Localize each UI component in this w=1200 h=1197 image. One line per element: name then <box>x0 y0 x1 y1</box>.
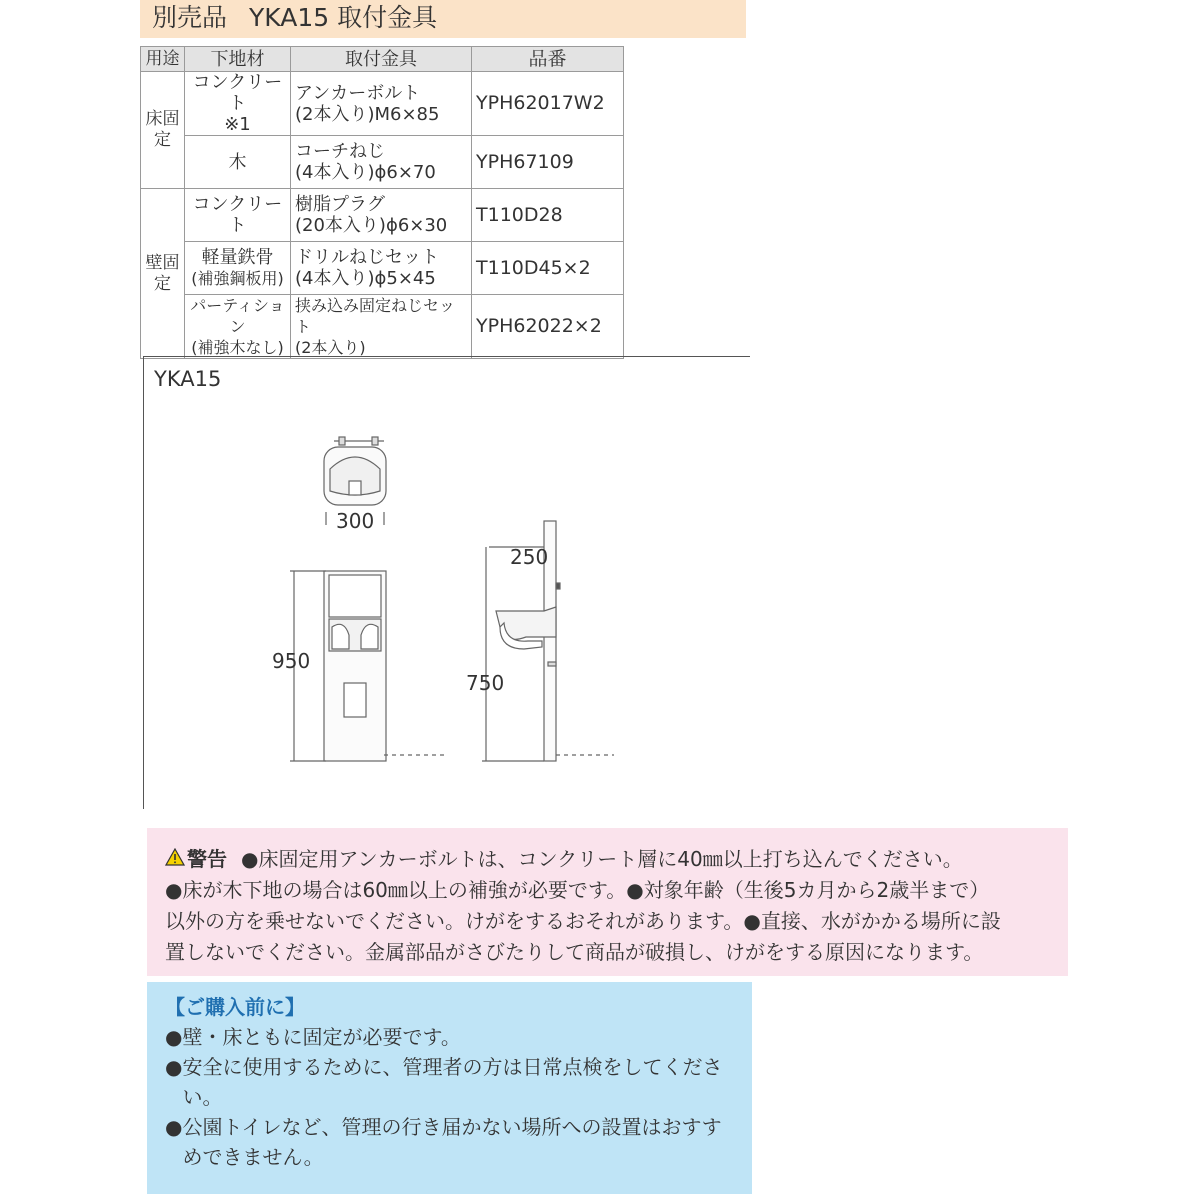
fitting-line1: 挟み込み固定ねじセット <box>295 296 456 336</box>
base-line2: ※1 <box>224 114 251 135</box>
fitting-line1: コーチねじ <box>295 141 385 162</box>
list-item <box>165 1052 736 1112</box>
fitting-line1: アンカーボルト <box>295 82 421 104</box>
fitting-line2: (4本入り)ϕ5×45 <box>295 268 436 289</box>
warning-label: 警告 <box>187 847 227 871</box>
fitting-line2: (20本入り)ϕ6×30 <box>295 215 448 236</box>
base-cell <box>185 136 291 189</box>
warning-text-2: ●床が木下地の場合は60㎜以上の補強が必要です。●対象年齢（生後5カ月から2歳半まで） <box>165 878 990 902</box>
fitting-table <box>140 46 624 359</box>
use-wall: 壁固定 <box>141 189 185 359</box>
fitting-cell <box>291 72 472 136</box>
warning-line <box>165 844 1054 875</box>
fitting-cell <box>291 136 472 189</box>
dim-depth: 250 <box>510 545 549 569</box>
model-label: YKA15 <box>154 367 222 391</box>
header-title: YKA15 取付金具 <box>249 3 438 32</box>
bullet: ● <box>165 1025 183 1049</box>
notice-box <box>147 982 752 1194</box>
table-row <box>141 189 624 242</box>
warning-box <box>147 828 1068 976</box>
base-line1: コンクリート <box>192 194 283 236</box>
list-item <box>165 1112 736 1172</box>
table-row <box>141 242 624 295</box>
base-cell <box>185 295 291 359</box>
code-cell: YPH62017W2 <box>472 72 624 136</box>
col-base: 下地材 <box>185 47 291 72</box>
dim-width: 300 <box>336 509 375 533</box>
table-row <box>141 72 624 136</box>
notice-item: 安全に使用するために、管理者の方は日常点検をしてください。 <box>182 1055 723 1109</box>
notice-title: 【ご購入前に】 <box>165 995 305 1019</box>
product-drawing <box>144 357 750 809</box>
bullet: ● <box>165 1055 183 1079</box>
notice-item: 壁・床ともに固定が必要です。 <box>182 1025 461 1049</box>
table-header-row <box>141 47 624 72</box>
fitting-line2: (2本入り) <box>295 338 366 357</box>
section-header <box>140 0 746 38</box>
header-prefix: 別売品 <box>152 3 228 32</box>
base-line1: 木 <box>228 151 247 173</box>
list-item <box>165 1022 736 1052</box>
fitting-line2: (4本入り)ϕ6×70 <box>295 162 436 183</box>
warning-text-3: 以外の方を乗せないでください。けがをするおそれがあります。●直接、水がかかる場所に設 <box>165 909 1001 933</box>
base-line2: (補強鋼板用) <box>191 269 284 288</box>
fitting-cell <box>291 295 472 359</box>
code-cell: T110D28 <box>472 189 624 242</box>
code-cell: YPH67109 <box>472 136 624 189</box>
fitting-cell <box>291 242 472 295</box>
warning-text-1: ●床固定用アンカーボルトは、コンクリート層に40㎜以上打ち込んでください。 <box>241 847 963 871</box>
base-cell <box>185 189 291 242</box>
bullet: ● <box>165 1115 183 1139</box>
warning-triangle-icon <box>165 844 185 875</box>
fitting-cell <box>291 189 472 242</box>
base-line1: 軽量鉄骨 <box>201 247 274 268</box>
col-use: 用途 <box>141 47 185 72</box>
fitting-line2: (2本入り)M6×85 <box>295 103 440 125</box>
base-line2: (補強木なし) <box>191 338 284 357</box>
base-cell <box>185 72 291 136</box>
code-cell: T110D45×2 <box>472 242 624 295</box>
notice-item: 公園トイレなど、管理の行き届かない場所への設置はおすすめできません。 <box>182 1115 722 1169</box>
base-line1: コンクリート <box>192 72 283 114</box>
col-code: 品番 <box>472 47 624 72</box>
table-row <box>141 295 624 359</box>
dim-height: 950 <box>272 649 311 673</box>
base-cell <box>185 242 291 295</box>
warning-text-4: 置しないでください。金属部品がさびたりして商品が破損し、けがをする原因になります。 <box>165 940 984 964</box>
use-floor: 床固定 <box>141 72 185 189</box>
fitting-line1: 樹脂プラグ <box>295 194 385 215</box>
table-row <box>141 136 624 189</box>
product-diagram <box>143 356 750 809</box>
fitting-line1: ドリルねじセット <box>295 247 439 268</box>
dim-seat-height: 750 <box>466 671 505 695</box>
base-line1: パーティション <box>190 296 285 336</box>
front-view <box>290 571 444 761</box>
code-cell: YPH62022×2 <box>472 295 624 359</box>
col-fitting: 取付金具 <box>291 47 472 72</box>
